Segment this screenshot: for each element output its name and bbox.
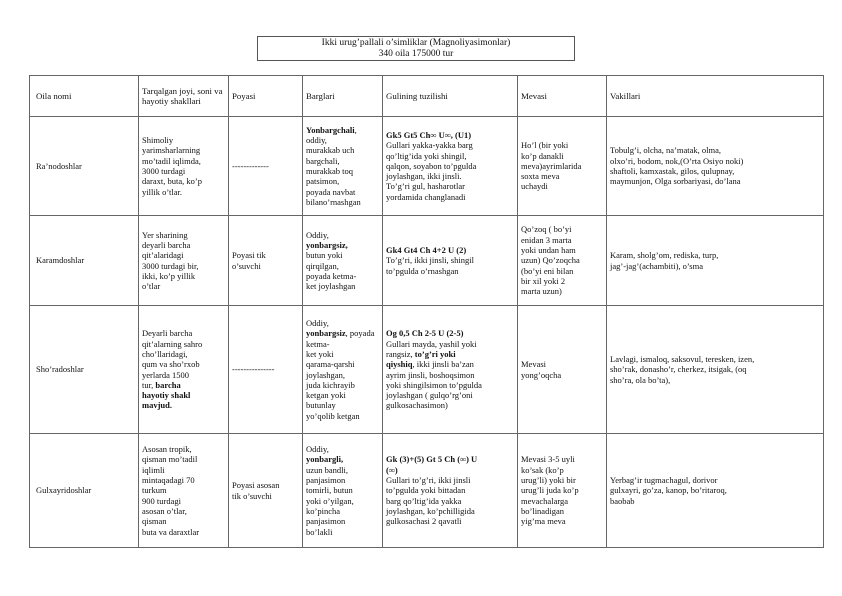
text-line: to’pgulda yoki bittadan <box>386 485 466 496</box>
distribution-cell <box>139 306 229 434</box>
text-line: yo’qolib ketgan <box>306 410 360 421</box>
fruit-cell <box>518 117 607 216</box>
text-line: panjasimon <box>306 516 346 527</box>
text-line: , oddiy, <box>306 124 357 146</box>
text-line: panjasimon <box>306 475 346 486</box>
text-line: murakkab uch <box>306 145 355 156</box>
leaves-bold: Yonbargchali <box>306 124 355 135</box>
text-line: maymunjon, Olga sorbariyasi, do’lana <box>610 176 741 187</box>
text-line: ko’sak (ko’p <box>521 464 564 475</box>
distribution-bold: barcha <box>155 379 181 390</box>
text-line: murakkab toq <box>306 166 353 176</box>
text-line: Gullari mayda, yashil yoki <box>386 338 477 349</box>
header-distribution: Tarqalgan joyi, soni va hayotiy shakllari <box>139 76 229 117</box>
text-line: , ikki jinsli ba’zan <box>412 359 474 370</box>
text-line: tik o’suvchi <box>232 490 272 501</box>
text-line: mo’tadil iqlimda, <box>142 155 201 166</box>
text-line: buta va daraxtlar <box>142 526 200 537</box>
text-line: To’g’ri, ikki jinsli, shingil <box>386 255 474 266</box>
title-line-2: 340 oila 175000 tur <box>378 49 454 59</box>
text-line: yoki undan ham <box>521 245 576 256</box>
distribution-cell <box>139 117 229 216</box>
text-line: sho’ra, ola bo’ta), <box>610 374 671 385</box>
text-line: ko’pincha <box>306 505 340 516</box>
flower-cell <box>383 216 518 306</box>
text-line: Asosan tropik, <box>142 444 192 455</box>
leaves-cell <box>303 216 383 306</box>
text-line: bo’lakli <box>306 526 333 537</box>
text-line: butunlay <box>306 400 336 411</box>
leaves-cell <box>303 434 383 548</box>
text-line: To’g’ri gul, hasharotlar <box>386 181 465 192</box>
text-line: yoki shingilsimon to’pgulda <box>386 379 482 390</box>
text-line: qum va sho’rxob <box>142 359 200 370</box>
text-line: qo’ltig’ida yoki shingil, <box>386 150 467 161</box>
text-line: qisman mo’tadil <box>142 454 198 465</box>
text-line: shaftoli, kamxastak, gilos, qulupnay, <box>610 166 735 176</box>
table-row <box>30 434 824 548</box>
stem-cell: --------------- <box>229 306 303 434</box>
text-line: bilano’rnashgan <box>306 196 361 207</box>
text-line: turkum <box>142 485 167 496</box>
text-line: meva)ayrimlarida <box>521 160 582 171</box>
text-line: sho’rak, donasho’r, cherkez, itsigak, (oq <box>610 364 747 375</box>
flower-cell <box>383 117 518 216</box>
text-line: Lavlagi, ismaloq, saksovul, teresken, izen, <box>610 354 755 365</box>
leaves-bold: yonbargli, <box>306 454 344 465</box>
text-line: ket yoki <box>306 348 334 359</box>
stem-cell <box>229 434 303 548</box>
text-line: jag’-jag’(achambiti), o’sma <box>610 260 703 271</box>
family-name: Ra’nodoshlar <box>30 117 139 216</box>
text-line: Ho’l (bir yoki <box>521 140 569 151</box>
text-line: yarimsharlarning <box>142 145 201 156</box>
text-line: barg qo’ltig’ida yakka <box>386 495 462 506</box>
text-line: olxo’ri, bodom, nok,(O’rta Osiyo noki) <box>610 155 744 166</box>
text-line: qit’alaridagi <box>142 250 184 261</box>
text-line: bo’linadigan <box>521 505 564 516</box>
text-line: tomirli, butun <box>306 485 353 496</box>
header-flower: Gulining tuzilishi <box>383 76 518 117</box>
text-line: iqlimli <box>142 464 165 475</box>
text-line: Oddiy, <box>306 229 329 240</box>
text-line: o’suvchi <box>232 260 261 271</box>
text-line: mintaqadagi 70 <box>142 475 195 486</box>
text-line: qalqon, soyabon to’pgulda <box>386 160 477 171</box>
text-line: urug’li) yoki bir <box>521 475 576 486</box>
text-line: ayrim jinsli, boshoqsimon <box>386 369 475 380</box>
text-line: Poyasi asosan <box>232 480 280 491</box>
flower-formula: Gk4 Gt4 Ch 4+2 U (2) <box>386 245 467 256</box>
text-line: Yerbag’ir tugmachagul, dorivor <box>610 475 718 486</box>
page-title-box <box>257 36 575 61</box>
text-line: rangsiz, <box>386 348 413 359</box>
text-line: yordamida changlanadi <box>386 191 466 202</box>
distribution-bold: hayotiy shakl <box>142 390 191 401</box>
fruit-cell <box>518 306 607 434</box>
text-line: juda kichrayib <box>306 379 355 390</box>
header-fruit: Mevasi <box>518 76 607 117</box>
text-line: Gullari yakka-yakka barg <box>386 140 473 151</box>
text-line: Mevasi <box>521 359 547 370</box>
text-line: to’pgulda o’rnashgan <box>386 265 459 276</box>
text-line: patsimon, <box>306 176 340 187</box>
members-cell <box>607 306 824 434</box>
family-name: Sho’radoshlar <box>30 306 139 434</box>
text-line: yig’ma meva <box>521 516 566 527</box>
title-line-1: Ikki urug’pallali o’simliklar (Magnoliyasimonlar) <box>321 38 511 48</box>
text-line: Oddiy, <box>306 318 329 329</box>
text-line: daraxt, buta, ko’p <box>142 176 202 187</box>
flower-cell <box>383 434 518 548</box>
text-line: uzun) Qo’zoqcha <box>521 255 580 266</box>
flower-formula: Gk (3)+(5) Gt 5 Ch (∞) U <box>386 454 478 465</box>
distribution-cell <box>139 216 229 306</box>
text-line: joylashgan ( gulqo’rg’oni <box>386 390 473 401</box>
text-line: qarama-qarshi <box>306 359 355 370</box>
flower-formula: Og 0,5 Ch 2-5 U (2-5) <box>386 328 464 339</box>
text-line: Poyasi tik <box>232 250 266 261</box>
text-line: bargchali, <box>306 155 340 166</box>
text-line: ket joylashgan <box>306 281 356 292</box>
text-line: Karam, sholg’om, rediska, turp, <box>610 250 719 261</box>
members-cell <box>607 117 824 216</box>
text-line: enidan 3 marta <box>521 234 572 245</box>
text-line: ko’p danakli <box>521 150 564 161</box>
text-line: asosan o’tlar, <box>142 505 187 516</box>
text-line: Qo’zoq ( bo’yi <box>521 224 572 235</box>
text-line: poyada ketma- <box>306 270 357 281</box>
text-line: urug’li juda ko’p <box>521 485 579 496</box>
text-line: Deyarli barcha <box>142 328 193 339</box>
text-line: Shimoliy <box>142 135 174 146</box>
leaves-cell <box>303 117 383 216</box>
text-line: 900 turdagi <box>142 495 181 506</box>
text-line: gulxayri, go’za, kanop, bo’ritaroq, <box>610 485 727 496</box>
text-line: baobab <box>610 495 635 506</box>
family-name: Gulxayridoshlar <box>30 434 139 548</box>
text-line: , poyada ketma- <box>306 328 375 349</box>
text-line: yong’oqcha <box>521 369 562 380</box>
text-line: yerlarda 1500 <box>142 369 189 380</box>
distribution-cell <box>139 434 229 548</box>
text-line: ikki, ko’p yillik <box>142 270 196 281</box>
text-line: Mevasi 3-5 uyli <box>521 454 575 465</box>
text-line: qit’alarning sahro <box>142 338 203 349</box>
members-cell <box>607 434 824 548</box>
header-family-name: Oila nomi <box>30 76 139 117</box>
text-line: yoki o’yilgan, <box>306 495 354 506</box>
header-leaves: Barglari <box>303 76 383 117</box>
text-line: Yer sharining <box>142 229 188 240</box>
text-line: joylashgan, ikki jinsli. <box>386 171 462 182</box>
stem-cell: ------------- <box>229 117 303 216</box>
text-line: gulkosachasi 2 qavatli <box>386 516 462 527</box>
text-line: uzun bandli, <box>306 464 349 475</box>
text-line: bir xil yoki 2 <box>521 275 566 286</box>
fruit-cell <box>518 434 607 548</box>
text-line: qisman <box>142 516 167 527</box>
text-line: butun yoki <box>306 250 343 261</box>
distribution-bold: mavjud. <box>142 400 172 411</box>
family-name: Karamdoshlar <box>30 216 139 306</box>
text-line: o’tlar <box>142 281 161 292</box>
text-line: soxta meva <box>521 171 560 182</box>
text-line: tur, <box>142 379 154 390</box>
members-cell <box>607 216 824 306</box>
text-line: deyarli barcha <box>142 239 191 250</box>
text-line: joylashgan, <box>306 369 345 380</box>
stem-cell <box>229 216 303 306</box>
leaves-cell <box>303 306 383 434</box>
text-line: gulkosachasimon) <box>386 400 448 411</box>
flower-formula: Gk5 Gt5 Ch∞ U∞, (U1) <box>386 129 472 140</box>
leaves-bold: yonbargsiz, <box>306 239 348 250</box>
text-line: Gullari to’g’ri, ikki jinsli <box>386 475 471 486</box>
text-line: yillik o’tlar. <box>142 186 182 197</box>
text-line: 3000 turdagi <box>142 166 186 176</box>
table-row <box>30 306 824 434</box>
text-line: Oddiy, <box>306 444 329 455</box>
header-stem: Poyasi <box>229 76 303 117</box>
text-line: (bo’yi eni bilan <box>521 265 574 276</box>
text-line: Tobulg’i, olcha, na’matak, olma, <box>610 145 722 156</box>
flower-cell <box>383 306 518 434</box>
text-line: joylashgan, ko’pchilligida <box>386 505 475 516</box>
text-line: mevachalarga <box>521 495 569 506</box>
text-line: ketgan yoki <box>306 390 346 401</box>
plant-families-table <box>29 75 824 548</box>
header-members: Vakillari <box>607 76 824 117</box>
flower-formula: (∞) <box>386 464 398 475</box>
fruit-cell <box>518 216 607 306</box>
text-line: qirqilgan, <box>306 260 339 271</box>
text-line: cho’llaridagi, <box>142 348 188 359</box>
text-line: uchaydi <box>521 181 548 192</box>
text-line: poyada navbat <box>306 186 356 197</box>
flower-bold: qiyshiq <box>386 359 413 370</box>
leaves-bold: yonbargsiz <box>306 328 346 339</box>
text-line: marta uzun) <box>521 286 562 297</box>
header-row <box>30 76 824 117</box>
table-row <box>30 117 824 216</box>
flower-bold: to’g’ri yoki <box>414 348 456 359</box>
table-row <box>30 216 824 306</box>
text-line: 3000 turdagi bir, <box>142 260 199 271</box>
